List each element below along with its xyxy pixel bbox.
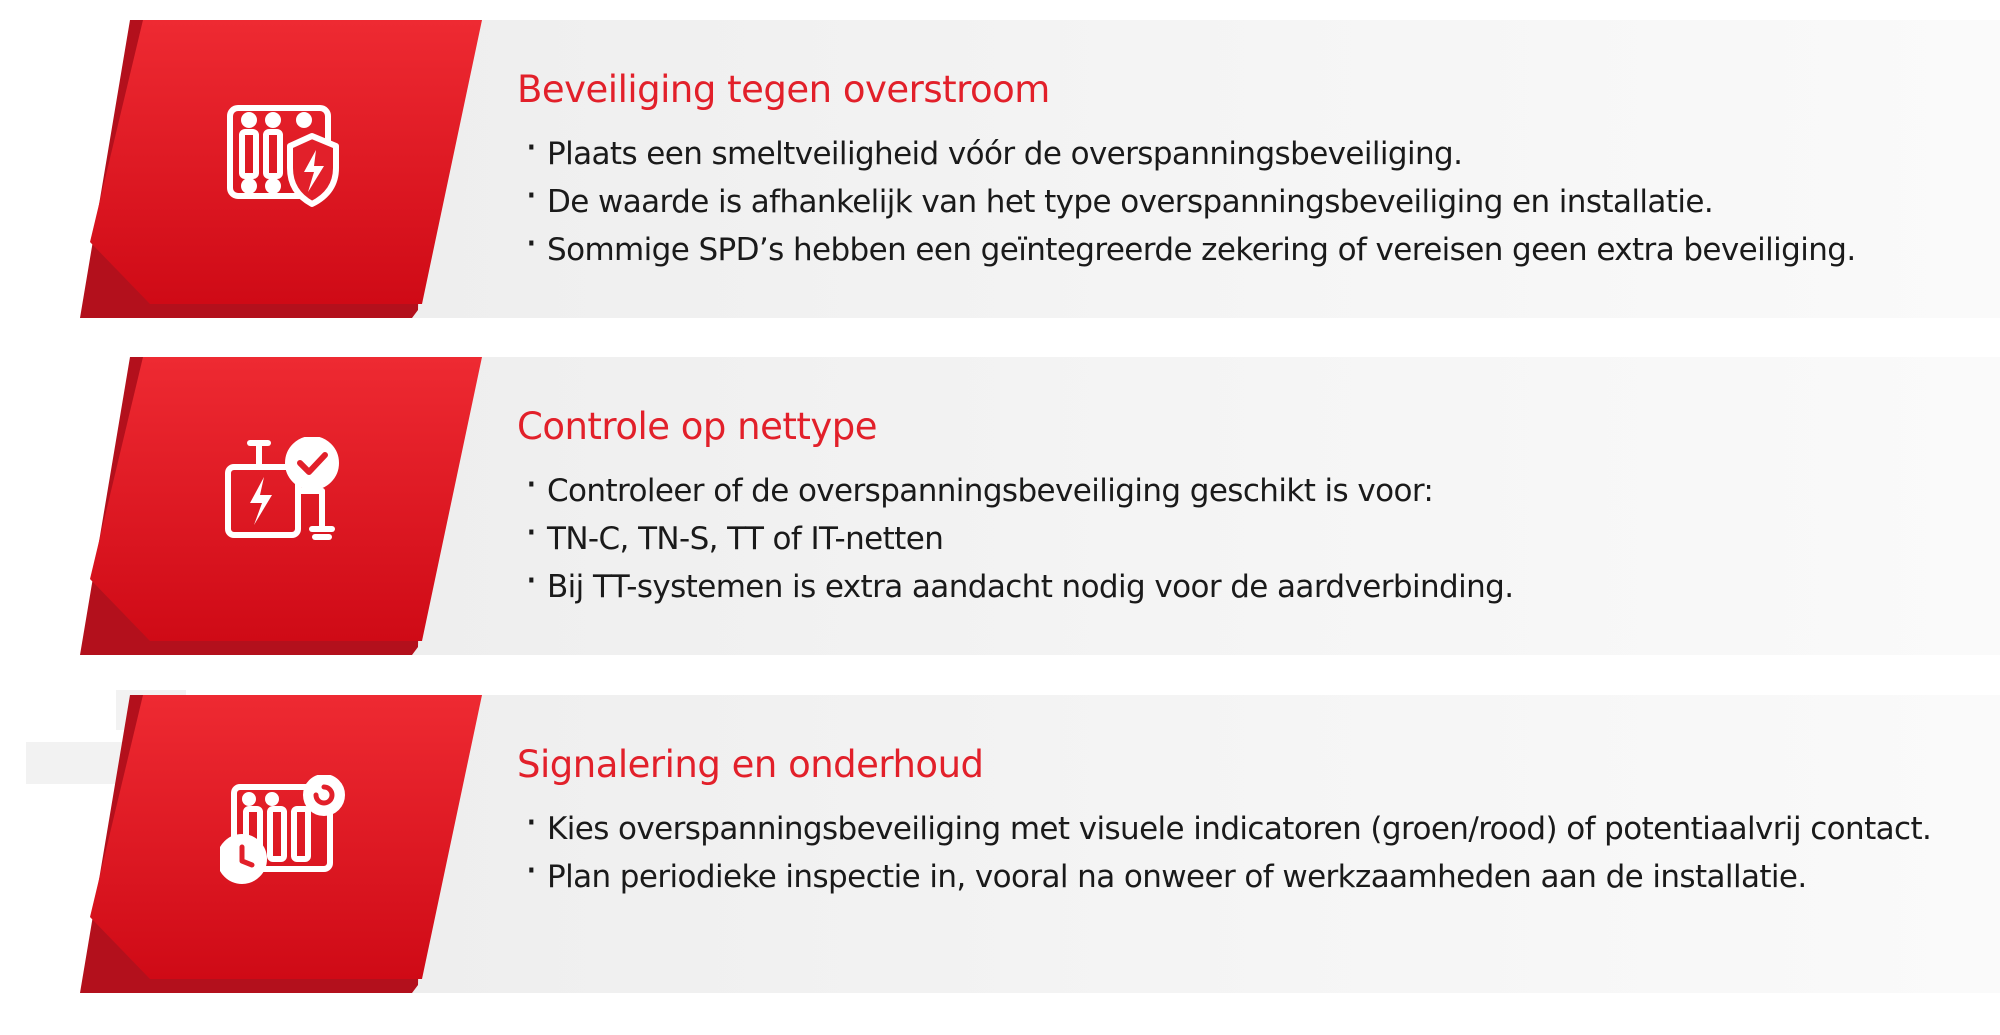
bullet-item: · Plan periodieke inspectie in, vooral na onweer of werkzaamheden aan de installatie. [517, 853, 1940, 901]
card-title: Signalering en onderhoud [517, 743, 984, 786]
bullet-item: · Plaats een smeltveiligheid vóór de overspanningsbeveiliging. [517, 130, 1940, 178]
info-card-signaling [80, 695, 2000, 993]
card-content [517, 68, 1940, 274]
card-content [517, 405, 1940, 611]
card-content [517, 743, 1940, 901]
fuse-shield-icon [220, 100, 350, 210]
maintenance-clock-icon [220, 775, 350, 885]
bullet-item: · Kies overspanningsbeveiliging met visuele indicatoren (groen/rood) of potentiaalvrij contact. [517, 805, 1940, 853]
bullet-list [517, 805, 1940, 901]
bullet-item: · Controleer of de overspanningsbeveiliging geschikt is voor: [517, 467, 1940, 515]
info-card-overcurrent [80, 20, 2000, 318]
bullet-list [517, 467, 1940, 611]
card-title: Beveiliging tegen overstroom [517, 68, 1050, 111]
bullet-item: · Bij TT-systemen is extra aandacht nodig voor de aardverbinding. [517, 563, 1940, 611]
bullet-item: · De waarde is afhankelijk van het type overspanningsbeveiliging en installatie. [517, 178, 1940, 226]
grid-check-icon [220, 437, 350, 547]
info-card-grid-type [80, 357, 2000, 655]
card-title: Controle op nettype [517, 405, 878, 448]
bullet-item: · TN-C, TN-S, TT of IT-netten [517, 515, 1940, 563]
bullet-item: · Sommige SPD’s hebben een geïntegreerde zekering of vereisen geen extra beveiliging. [517, 226, 1940, 274]
bullet-list [517, 130, 1940, 274]
